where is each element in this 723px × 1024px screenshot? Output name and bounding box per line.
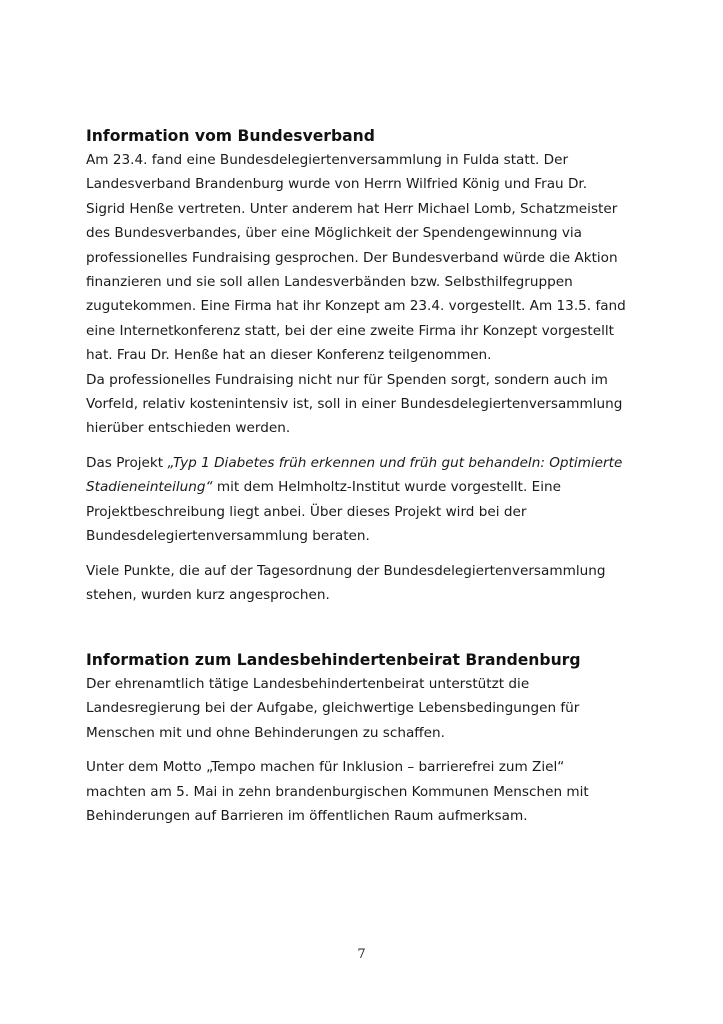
text-line: finanzieren und sie soll allen Landesverbänden bzw. Selbsthilfegruppen: [86, 274, 573, 291]
text-line: eine Internetkonferenz statt, bei der eine zweite Firma ihr Konzept vorgestellt: [86, 322, 614, 339]
text-line: zugutekommen. Eine Firma hat ihr Konzept am 23.4. vorgestellt. Am 13.5. fand: [86, 298, 626, 315]
paragraph-beirat-aufgabe: [86, 672, 656, 745]
text-line: Unter dem Motto „Tempo machen für Inklusion – barrierefrei zum Ziel“: [86, 759, 565, 776]
section-landesbehindertenbeirat: [86, 648, 656, 828]
text-line: Der ehrenamtlich tätige Landesbehindertenbeirat unterstützt die: [86, 676, 530, 692]
text-run: mit dem Helmholtz-Institut wurde vorgestellt. Eine: [212, 479, 561, 496]
paragraph-tagesordnung: [86, 559, 656, 608]
text-line: Bundesdelegiertenversammlung beraten.: [86, 528, 370, 545]
text-line: [86, 475, 656, 499]
section-bundesverband: [86, 124, 656, 607]
section-heading-landesbehindertenbeirat: Information zum Landesbehindertenbeirat Brandenburg: [86, 651, 581, 669]
text-line: Projektbeschreibung liegt anbei. Über dieses Projekt wird bei der: [86, 503, 527, 520]
text-line: Am 23.4. fand eine Bundesdelegiertenversammlung in Fulda statt. Der: [86, 152, 569, 168]
text-line: hat. Frau Dr. Henße hat an dieser Konferenz teilgenommen.: [86, 347, 492, 364]
text-line: Sigrid Henße vertreten. Unter anderem hat Herr Michael Lomb, Schatzmeister: [86, 200, 618, 217]
project-title-italic: Stadieneinteilung“: [86, 479, 213, 496]
text-line: des Bundesverbandes, über eine Möglichkeit der Spendengewinnung via: [86, 225, 582, 242]
text-line: stehen, wurden kurz angesprochen.: [86, 586, 330, 603]
text-line: Behinderungen auf Barrieren im öffentlichen Raum aufmerksam.: [86, 808, 528, 825]
paragraph-projekt-typ1-diabetes: [86, 451, 656, 549]
text-line: hierüber entschieden werden.: [86, 420, 291, 437]
text-line: Da professionelles Fundraising nicht nur für Spenden sorgt, sondern auch im: [86, 371, 608, 388]
paragraph-motto-inklusion: [86, 755, 656, 828]
text-run: Das Projekt: [86, 454, 168, 471]
text-line: machten am 5. Mai in zehn brandenburgischen Kommunen Menschen mit: [86, 783, 589, 800]
paragraph-bundesdelegiertenversammlung: [86, 148, 656, 441]
text-line: professionelles Fundraising gesprochen. Der Bundesverband würde die Aktion: [86, 249, 618, 266]
project-title-italic: „Typ 1 Diabetes früh erkennen und früh gut behandeln: Optimierte: [167, 454, 623, 471]
text-line: Vorfeld, relativ kostenintensiv ist, soll in einer Bundesdelegiertenversammlung: [86, 396, 623, 413]
text-line: [86, 451, 656, 475]
section-heading-bundesverband: Information vom Bundesverband: [86, 127, 375, 145]
page-number: 7: [357, 947, 366, 962]
text-line: Viele Punkte, die auf der Tagesordnung der Bundesdelegiertenversammlung: [86, 562, 606, 579]
text-line: Landesverband Brandenburg wurde von Herrn Wilfried König und Frau Dr.: [86, 176, 588, 193]
text-line: Landesregierung bei der Aufgabe, gleichwertige Lebensbedingungen für: [86, 700, 580, 717]
text-line: Menschen mit und ohne Behinderungen zu schaffen.: [86, 724, 445, 741]
